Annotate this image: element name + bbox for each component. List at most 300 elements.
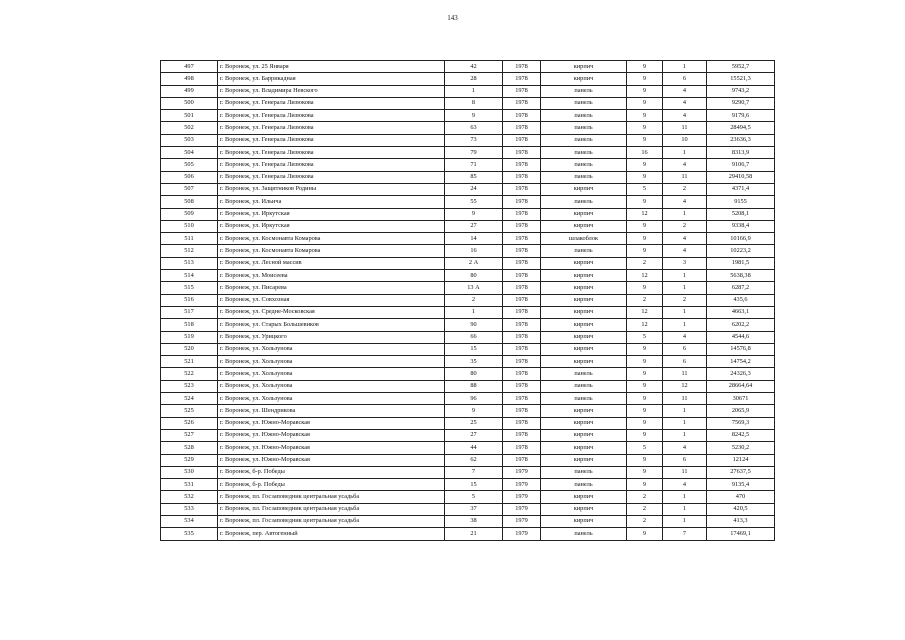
row-number-cell: 517 (161, 306, 218, 318)
wall-material-cell: панель (541, 245, 627, 257)
house-number-cell: 15 (445, 479, 503, 491)
entrances-cell: 2 (663, 294, 707, 306)
wall-material-cell: панель (541, 466, 627, 478)
row-number-cell: 509 (161, 208, 218, 220)
floors-cell: 2 (627, 491, 663, 503)
year-built-cell: 1978 (503, 270, 541, 282)
wall-material-cell: панель (541, 171, 627, 183)
area-cell: 1981,5 (707, 257, 775, 269)
row-number-cell: 527 (161, 429, 218, 441)
floors-cell: 16 (627, 147, 663, 159)
year-built-cell: 1978 (503, 147, 541, 159)
entrances-cell: 4 (663, 442, 707, 454)
year-built-cell: 1978 (503, 73, 541, 85)
floors-cell: 9 (627, 233, 663, 245)
wall-material-cell: кирпич (541, 220, 627, 232)
year-built-cell: 1978 (503, 294, 541, 306)
row-number-cell: 506 (161, 171, 218, 183)
area-cell: 420,5 (707, 503, 775, 515)
address-cell: г. Воронеж, ул. Урицкого (218, 331, 445, 343)
entrances-cell: 1 (663, 491, 707, 503)
wall-material-cell: кирпич (541, 306, 627, 318)
house-number-cell: 37 (445, 503, 503, 515)
wall-material-cell: кирпич (541, 515, 627, 527)
row-number-cell: 530 (161, 466, 218, 478)
house-number-cell: 15 (445, 343, 503, 355)
table-row (161, 466, 775, 478)
wall-material-cell: кирпич (541, 257, 627, 269)
address-cell: г. Воронеж, пер. Автогенный (218, 528, 445, 540)
area-cell: 14576,8 (707, 343, 775, 355)
address-cell: г. Воронеж, ул. Шендрикова (218, 405, 445, 417)
address-cell: г. Воронеж, ул. Генерала Лизюкова (218, 110, 445, 122)
wall-material-cell: кирпич (541, 503, 627, 515)
wall-material-cell: панель (541, 147, 627, 159)
year-built-cell: 1978 (503, 110, 541, 122)
house-number-cell: 35 (445, 356, 503, 368)
entrances-cell: 6 (663, 356, 707, 368)
house-number-cell: 28 (445, 73, 503, 85)
area-cell: 10223,2 (707, 245, 775, 257)
year-built-cell: 1978 (503, 220, 541, 232)
floors-cell: 12 (627, 208, 663, 220)
floors-cell: 2 (627, 515, 663, 527)
table-row (161, 220, 775, 232)
area-cell: 435,6 (707, 294, 775, 306)
area-cell: 9338,4 (707, 220, 775, 232)
year-built-cell: 1978 (503, 319, 541, 331)
house-number-cell: 2 А (445, 257, 503, 269)
area-cell: 12124 (707, 454, 775, 466)
address-cell: г. Воронеж, ул. Хользунова (218, 380, 445, 392)
house-number-cell: 8 (445, 97, 503, 109)
table-row (161, 319, 775, 331)
entrances-cell: 1 (663, 270, 707, 282)
area-cell: 5952,7 (707, 61, 775, 73)
floors-cell: 9 (627, 122, 663, 134)
table-row (161, 245, 775, 257)
entrances-cell: 4 (663, 245, 707, 257)
area-cell: 9290,7 (707, 97, 775, 109)
house-number-cell: 63 (445, 122, 503, 134)
address-cell: г. Воронеж, ул. Иркутская (218, 208, 445, 220)
row-number-cell: 535 (161, 528, 218, 540)
wall-material-cell: кирпич (541, 331, 627, 343)
wall-material-cell: кирпич (541, 208, 627, 220)
table-row (161, 97, 775, 109)
table-row (161, 183, 775, 195)
row-number-cell: 525 (161, 405, 218, 417)
row-number-cell: 504 (161, 147, 218, 159)
entrances-cell: 6 (663, 73, 707, 85)
table-row (161, 380, 775, 392)
row-number-cell: 518 (161, 319, 218, 331)
floors-cell: 9 (627, 110, 663, 122)
year-built-cell: 1979 (503, 491, 541, 503)
year-built-cell: 1978 (503, 85, 541, 97)
house-number-cell: 96 (445, 393, 503, 405)
entrances-cell: 7 (663, 528, 707, 540)
floors-cell: 9 (627, 405, 663, 417)
table-row (161, 282, 775, 294)
house-number-cell: 62 (445, 454, 503, 466)
house-number-cell: 1 (445, 85, 503, 97)
table-row (161, 356, 775, 368)
year-built-cell: 1978 (503, 405, 541, 417)
area-cell: 4663,1 (707, 306, 775, 318)
entrances-cell: 11 (663, 466, 707, 478)
entrances-cell: 4 (663, 97, 707, 109)
wall-material-cell: кирпич (541, 73, 627, 85)
area-cell: 8313,9 (707, 147, 775, 159)
floors-cell: 9 (627, 466, 663, 478)
row-number-cell: 532 (161, 491, 218, 503)
floors-cell: 12 (627, 319, 663, 331)
floors-cell: 9 (627, 171, 663, 183)
floors-cell: 5 (627, 442, 663, 454)
entrances-cell: 1 (663, 405, 707, 417)
year-built-cell: 1978 (503, 245, 541, 257)
house-number-cell: 85 (445, 171, 503, 183)
table-row (161, 405, 775, 417)
floors-cell: 9 (627, 97, 663, 109)
wall-material-cell: панель (541, 159, 627, 171)
entrances-cell: 1 (663, 208, 707, 220)
address-cell: г. Воронеж, ул. Хользунова (218, 343, 445, 355)
address-cell: г. Воронеж, ул. Генерала Лизюкова (218, 159, 445, 171)
address-cell: г. Воронеж, ул. Генерала Лизюкова (218, 97, 445, 109)
area-cell: 9106,7 (707, 159, 775, 171)
row-number-cell: 526 (161, 417, 218, 429)
entrances-cell: 6 (663, 343, 707, 355)
year-built-cell: 1978 (503, 282, 541, 294)
entrances-cell: 11 (663, 368, 707, 380)
area-cell: 5208,1 (707, 208, 775, 220)
entrances-cell: 4 (663, 159, 707, 171)
wall-material-cell: кирпич (541, 294, 627, 306)
wall-material-cell: панель (541, 122, 627, 134)
row-number-cell: 523 (161, 380, 218, 392)
address-cell: г. Воронеж, ул. Средне-Московская (218, 306, 445, 318)
table-row (161, 417, 775, 429)
address-cell: г. Воронеж, пл. Госзаповедник центральная усадьба (218, 491, 445, 503)
floors-cell: 9 (627, 220, 663, 232)
floors-cell: 9 (627, 85, 663, 97)
area-cell: 470 (707, 491, 775, 503)
table-row (161, 528, 775, 540)
table-row (161, 73, 775, 85)
house-number-cell: 13 А (445, 282, 503, 294)
floors-cell: 2 (627, 257, 663, 269)
address-cell: г. Воронеж, ул. Южно-Моравская (218, 442, 445, 454)
floors-cell: 5 (627, 183, 663, 195)
entrances-cell: 10 (663, 134, 707, 146)
entrances-cell: 1 (663, 429, 707, 441)
year-built-cell: 1978 (503, 122, 541, 134)
address-cell: г. Воронеж, ул. Хользунова (218, 393, 445, 405)
year-built-cell: 1978 (503, 356, 541, 368)
year-built-cell: 1979 (503, 479, 541, 491)
table-row (161, 331, 775, 343)
address-cell: г. Воронеж, ул. Хользунова (218, 356, 445, 368)
year-built-cell: 1978 (503, 306, 541, 318)
address-cell: г. Воронеж, б-р. Победы (218, 466, 445, 478)
address-cell: г. Воронеж, ул. Генерала Лизюкова (218, 147, 445, 159)
table-row (161, 515, 775, 527)
table-row (161, 491, 775, 503)
year-built-cell: 1979 (503, 528, 541, 540)
floors-cell: 9 (627, 368, 663, 380)
area-cell: 30671 (707, 393, 775, 405)
year-built-cell: 1978 (503, 331, 541, 343)
entrances-cell: 1 (663, 515, 707, 527)
floors-cell: 5 (627, 331, 663, 343)
area-cell: 10166,9 (707, 233, 775, 245)
table-row (161, 479, 775, 491)
area-cell: 28664,64 (707, 380, 775, 392)
year-built-cell: 1978 (503, 257, 541, 269)
table-row (161, 208, 775, 220)
entrances-cell: 1 (663, 282, 707, 294)
address-cell: г. Воронеж, ул. Южно-Моравская (218, 417, 445, 429)
wall-material-cell: кирпич (541, 442, 627, 454)
year-built-cell: 1978 (503, 454, 541, 466)
year-built-cell: 1978 (503, 380, 541, 392)
year-built-cell: 1978 (503, 343, 541, 355)
entrances-cell: 1 (663, 61, 707, 73)
floors-cell: 9 (627, 528, 663, 540)
row-number-cell: 508 (161, 196, 218, 208)
area-cell: 23636,3 (707, 134, 775, 146)
floors-cell: 9 (627, 479, 663, 491)
year-built-cell: 1978 (503, 97, 541, 109)
house-number-cell: 16 (445, 245, 503, 257)
area-cell: 27637,5 (707, 466, 775, 478)
address-cell: г. Воронеж, ул. Ильича (218, 196, 445, 208)
table-row (161, 61, 775, 73)
entrances-cell: 6 (663, 454, 707, 466)
table-row (161, 147, 775, 159)
row-number-cell: 528 (161, 442, 218, 454)
address-cell: г. Воронеж, ул. Южно-Моравская (218, 429, 445, 441)
row-number-cell: 503 (161, 134, 218, 146)
wall-material-cell: панель (541, 134, 627, 146)
row-number-cell: 512 (161, 245, 218, 257)
table-row (161, 429, 775, 441)
floors-cell: 9 (627, 73, 663, 85)
floors-cell: 9 (627, 417, 663, 429)
floors-cell: 9 (627, 159, 663, 171)
area-cell: 7569,3 (707, 417, 775, 429)
floors-cell: 9 (627, 134, 663, 146)
address-cell: г. Воронеж, ул. Космонавта Комарова (218, 245, 445, 257)
page-number: 143 (447, 14, 458, 22)
house-number-cell: 90 (445, 319, 503, 331)
house-number-cell: 27 (445, 220, 503, 232)
table-row (161, 233, 775, 245)
wall-material-cell: кирпич (541, 61, 627, 73)
table-row (161, 503, 775, 515)
row-number-cell: 524 (161, 393, 218, 405)
wall-material-cell: шлакоблок (541, 233, 627, 245)
house-number-cell: 55 (445, 196, 503, 208)
entrances-cell: 4 (663, 196, 707, 208)
row-number-cell: 502 (161, 122, 218, 134)
entrances-cell: 1 (663, 503, 707, 515)
table-row (161, 122, 775, 134)
year-built-cell: 1979 (503, 515, 541, 527)
address-cell: г. Воронеж, ул. Совхозная (218, 294, 445, 306)
row-number-cell: 498 (161, 73, 218, 85)
row-number-cell: 521 (161, 356, 218, 368)
year-built-cell: 1978 (503, 208, 541, 220)
address-cell: г. Воронеж, ул. Писарева (218, 282, 445, 294)
year-built-cell: 1978 (503, 442, 541, 454)
row-number-cell: 522 (161, 368, 218, 380)
floors-cell: 9 (627, 196, 663, 208)
area-cell: 6287,2 (707, 282, 775, 294)
house-number-cell: 42 (445, 61, 503, 73)
area-cell: 8242,5 (707, 429, 775, 441)
address-cell: г. Воронеж, ул. Иркутская (218, 220, 445, 232)
table-row (161, 171, 775, 183)
entrances-cell: 11 (663, 393, 707, 405)
wall-material-cell: кирпич (541, 417, 627, 429)
floors-cell: 2 (627, 294, 663, 306)
house-number-cell: 5 (445, 491, 503, 503)
house-number-cell: 24 (445, 183, 503, 195)
table-row (161, 134, 775, 146)
house-number-cell: 66 (445, 331, 503, 343)
area-cell: 4544,6 (707, 331, 775, 343)
wall-material-cell: кирпич (541, 319, 627, 331)
area-cell: 14754,2 (707, 356, 775, 368)
address-cell: г. Воронеж, ул. Баррикадная (218, 73, 445, 85)
floors-cell: 12 (627, 270, 663, 282)
wall-material-cell: панель (541, 110, 627, 122)
year-built-cell: 1978 (503, 429, 541, 441)
house-number-cell: 25 (445, 417, 503, 429)
floors-cell: 9 (627, 282, 663, 294)
house-number-cell: 73 (445, 134, 503, 146)
table-row (161, 110, 775, 122)
floors-cell: 9 (627, 61, 663, 73)
floors-cell: 9 (627, 393, 663, 405)
address-cell: г. Воронеж, ул. Генерала Лизюкова (218, 171, 445, 183)
entrances-cell: 4 (663, 331, 707, 343)
address-cell: г. Воронеж, ул. Южно-Моравская (218, 454, 445, 466)
wall-material-cell: кирпич (541, 454, 627, 466)
entrances-cell: 11 (663, 171, 707, 183)
address-cell: г. Воронеж, ул. Моисеева (218, 270, 445, 282)
house-number-cell: 9 (445, 208, 503, 220)
floors-cell: 2 (627, 503, 663, 515)
house-number-cell: 9 (445, 405, 503, 417)
table-row (161, 368, 775, 380)
area-cell: 4371,4 (707, 183, 775, 195)
entrances-cell: 11 (663, 122, 707, 134)
wall-material-cell: кирпич (541, 282, 627, 294)
row-number-cell: 513 (161, 257, 218, 269)
entrances-cell: 4 (663, 110, 707, 122)
entrances-cell: 4 (663, 479, 707, 491)
floors-cell: 9 (627, 245, 663, 257)
house-number-cell: 80 (445, 368, 503, 380)
house-number-cell: 88 (445, 380, 503, 392)
row-number-cell: 501 (161, 110, 218, 122)
row-number-cell: 519 (161, 331, 218, 343)
table-row (161, 442, 775, 454)
wall-material-cell: кирпич (541, 405, 627, 417)
wall-material-cell: кирпич (541, 270, 627, 282)
house-number-cell: 79 (445, 147, 503, 159)
row-number-cell: 516 (161, 294, 218, 306)
address-cell: г. Воронеж, пл. Госзаповедник центральная усадьба (218, 503, 445, 515)
entrances-cell: 1 (663, 147, 707, 159)
row-number-cell: 510 (161, 220, 218, 232)
floors-cell: 9 (627, 343, 663, 355)
entrances-cell: 4 (663, 233, 707, 245)
year-built-cell: 1978 (503, 159, 541, 171)
house-number-cell: 7 (445, 466, 503, 478)
house-number-cell: 2 (445, 294, 503, 306)
wall-material-cell: кирпич (541, 343, 627, 355)
wall-material-cell: панель (541, 368, 627, 380)
address-cell: г. Воронеж, ул. Защитников Родины (218, 183, 445, 195)
year-built-cell: 1979 (503, 466, 541, 478)
wall-material-cell: панель (541, 393, 627, 405)
wall-material-cell: кирпич (541, 356, 627, 368)
row-number-cell: 507 (161, 183, 218, 195)
year-built-cell: 1979 (503, 503, 541, 515)
area-cell: 28494,5 (707, 122, 775, 134)
area-cell: 2065,9 (707, 405, 775, 417)
area-cell: 29410,58 (707, 171, 775, 183)
year-built-cell: 1978 (503, 171, 541, 183)
table-row (161, 159, 775, 171)
entrances-cell: 2 (663, 220, 707, 232)
floors-cell: 12 (627, 306, 663, 318)
row-number-cell: 500 (161, 97, 218, 109)
area-cell: 5230,2 (707, 442, 775, 454)
house-number-cell: 9 (445, 110, 503, 122)
row-number-cell: 529 (161, 454, 218, 466)
row-number-cell: 520 (161, 343, 218, 355)
table-row (161, 294, 775, 306)
address-cell: г. Воронеж, б-р. Победы (218, 479, 445, 491)
address-cell: г. Воронеж, ул. Владимира Невского (218, 85, 445, 97)
entrances-cell: 1 (663, 306, 707, 318)
table-row (161, 393, 775, 405)
table-row (161, 454, 775, 466)
area-cell: 17469,1 (707, 528, 775, 540)
wall-material-cell: кирпич (541, 491, 627, 503)
address-cell: г. Воронеж, ул. Лесной массив (218, 257, 445, 269)
floors-cell: 9 (627, 454, 663, 466)
house-number-cell: 21 (445, 528, 503, 540)
year-built-cell: 1978 (503, 417, 541, 429)
row-number-cell: 534 (161, 515, 218, 527)
row-number-cell: 514 (161, 270, 218, 282)
house-number-cell: 71 (445, 159, 503, 171)
row-number-cell: 531 (161, 479, 218, 491)
wall-material-cell: панель (541, 85, 627, 97)
wall-material-cell: кирпич (541, 183, 627, 195)
year-built-cell: 1978 (503, 183, 541, 195)
address-cell: г. Воронеж, ул. Генерала Лизюкова (218, 134, 445, 146)
table-row (161, 257, 775, 269)
floors-cell: 9 (627, 429, 663, 441)
